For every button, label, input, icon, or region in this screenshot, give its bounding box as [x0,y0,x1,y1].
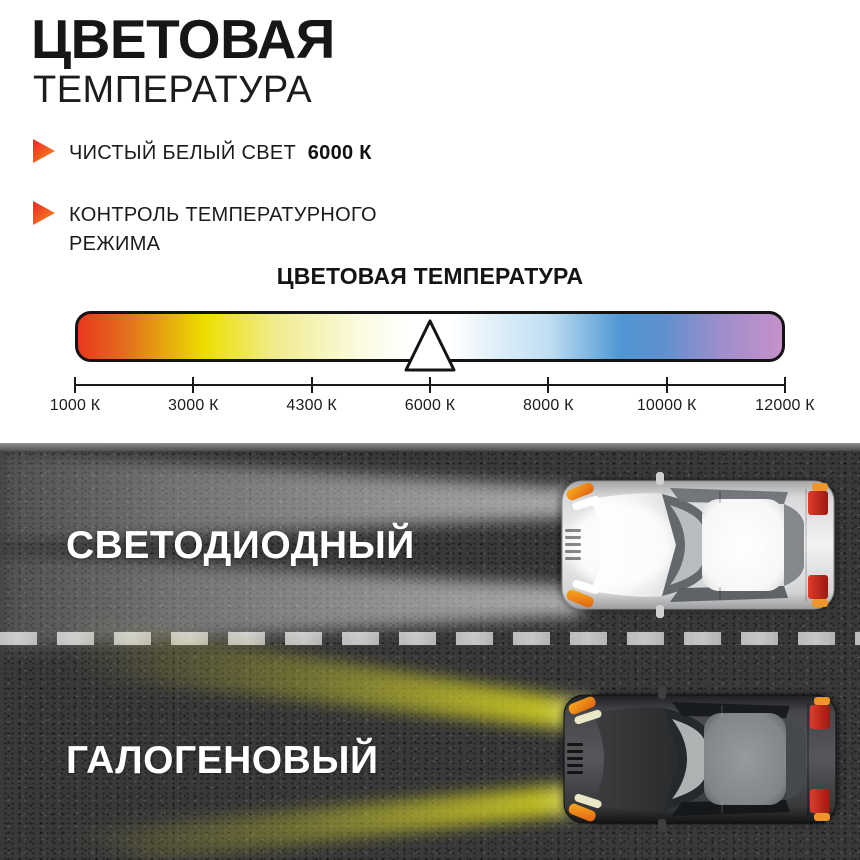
scale-title: ЦВЕТОВАЯ ТЕМПЕРАТУРА [276,263,584,289]
page-subtitle: ТЕМПЕРАТУРА [33,69,313,111]
road-comparison-section [0,443,860,860]
axis-tick [429,377,431,393]
arrow-bullet-icon [33,139,55,163]
axis-tick-label: 4300 К [286,397,337,414]
axis-tick [547,377,549,393]
axis-tick-label: 6000 К [404,397,456,414]
axis-tick-label: 1000 К [49,397,101,414]
axis-tick [666,377,668,393]
halogen-car [560,686,840,832]
axis-tick [192,377,194,393]
feature-label: ЧИСТЫЙ БЕЛЫЙ СВЕТ [69,142,297,164]
feature-value: 6000 К [307,142,372,164]
cars-and-beams-illustration [0,443,860,860]
axis-tick-label: 8000 К [523,397,574,414]
axis-tick [784,377,786,393]
axis-tick-label: 12000 К [755,397,815,414]
feature-label: КОНТРОЛЬ ТЕМПЕРАТУРНОГО РЕЖИМА [69,204,377,255]
axis-tick-label: 3000 К [168,397,219,414]
feature-text [69,201,387,259]
led-car [558,472,838,618]
led-label: СВЕТОДИОДНЫЙ [66,524,415,567]
feature-temperature-control [33,201,387,259]
axis-tick-label: 10000 К [636,397,697,414]
marker-triangle-6000k [402,315,458,375]
axis-tick [311,377,313,393]
halogen-label: ГАЛОГЕНОВЫЙ [66,739,379,782]
axis-tick [74,377,76,393]
temperature-axis [49,377,815,417]
arrow-bullet-icon [33,201,55,225]
page-title: ЦВЕТОВАЯ [31,8,335,70]
feature-pure-white-light [33,139,387,168]
feature-text [69,139,372,168]
